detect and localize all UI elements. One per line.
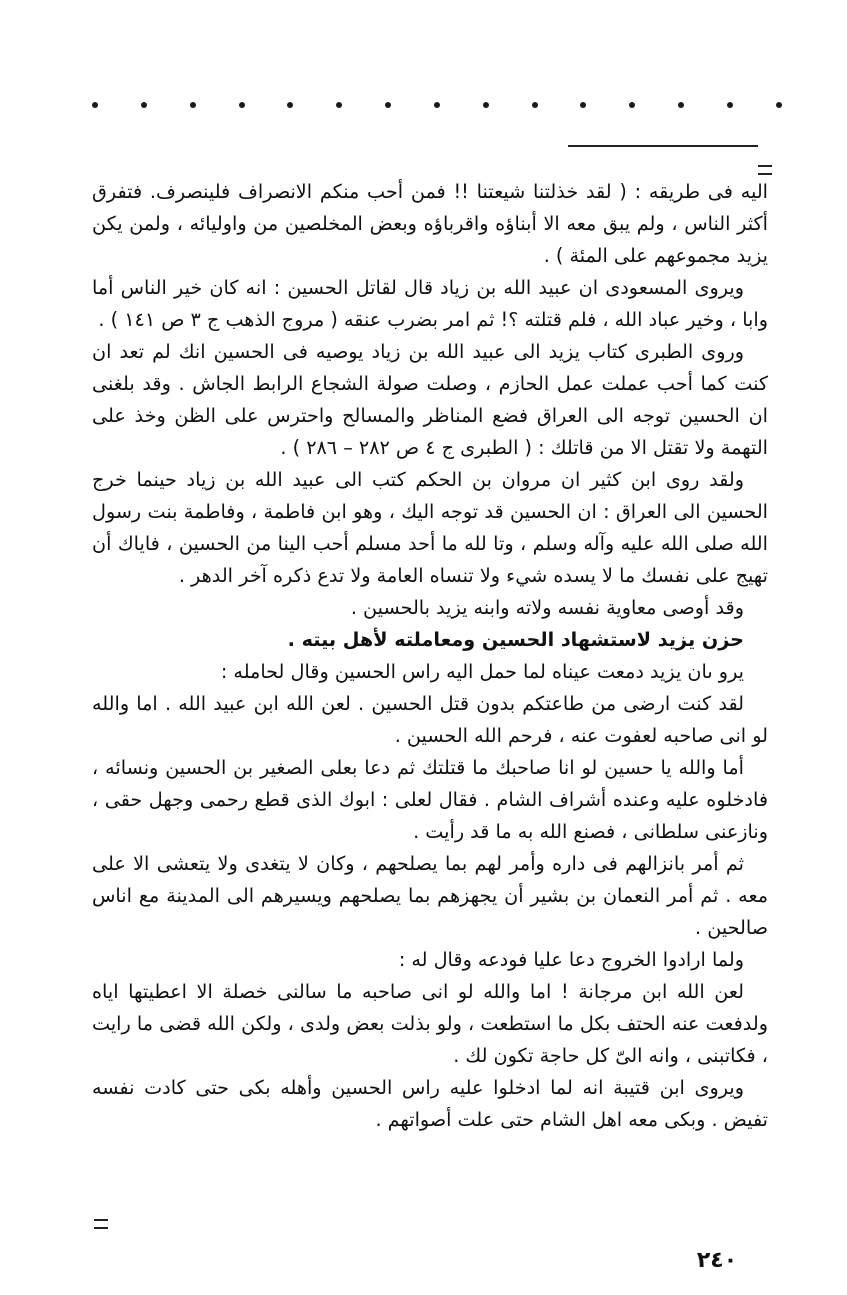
paragraph: وقد أوصى معاوية نفسه ولاته وابنه يزيد بالحسين . bbox=[350, 596, 744, 619]
body-text bbox=[92, 176, 768, 1136]
paragraph: وروى الطبرى كتاب يزيد الى عبيد الله بن زياد يوصيه فى الحسين انك لم تعد ان كنت كما أحب عملت عمل الحازم ، وصلت صولة الشجاع الرابط الجاش . وقد بلغنى ان الحسين توجه الى العراق فضع المناظر والمسالح واحترس على الظن وخذ على التهمة ولا تقتل الا من قاتلك : ( الطبرى ج ٤ ص ٢٨٢ – ٢٨٦ ) . bbox=[92, 340, 768, 459]
ornament-dot-icon bbox=[287, 102, 293, 108]
paragraph: ويروى المسعودى ان عبيد الله بن زياد قال لقاتل الحسين : انه كان خير الناس أما وابا ، وخير عباد الله ، فلم قتلته ؟! ثم امر بضرب عنقه ( مروج الذهب ج ٣ ص ١٤١ ) . bbox=[92, 276, 768, 331]
section-heading: حزن يزيد لاستشهاد الحسين ومعاملته لأهل بيته . bbox=[287, 628, 744, 651]
ornament-dot-icon bbox=[141, 102, 147, 108]
continuation-mark-icon bbox=[758, 165, 772, 175]
ornament-dot-icon bbox=[336, 102, 342, 108]
ornament-dot-icon bbox=[92, 102, 98, 108]
page-number: ٢٤٠ bbox=[696, 1248, 738, 1273]
ornament-dot-icon bbox=[483, 102, 489, 108]
paragraph: لعن الله ابن مرجانة ! اما والله لو انى صاحبه ما سالنى خصلة الا اعطيتها اياه ولدفعت عنه الحتف بكل ما استطعت ، ولو بذلت بعض ولدى ، ولكن الله قضى ما رايت ، فكاتبنى ، وانه الىّ كل حاجة تكون لك . bbox=[92, 980, 768, 1067]
ornament-dot-icon bbox=[629, 102, 635, 108]
decorative-dot-border bbox=[92, 96, 782, 114]
ornament-dot-icon bbox=[580, 102, 586, 108]
paragraph: ولما ارادوا الخروج دعا عليا فودعه وقال له : bbox=[398, 948, 744, 971]
paragraph: أما والله يا حسين لو انا صاحبك ما قتلتك ثم دعا بعلى الصغير بن الحسين ونسائه ، فادخلوه عليه وعنده أشراف الشام . فقال لعلى : ابوك الذى قطع رحمى وجهل حقى ، ونازعنى سلطانى ، فصنع الله به ما قد رأيت . bbox=[92, 756, 768, 843]
paragraph: ويروى ابن قتيبة انه لما ادخلوا عليه راس الحسين وأهله بكى حتى كادت نفسه تفيض . وبكى معه اهل الشام حتى علت أصواتهم . bbox=[92, 1076, 768, 1131]
paragraph: اليه فى طريقه : ( لقد خذلتنا شيعتنا !! فمن أحب منكم الانصراف فلينصرف. فتفرق أكثر الناس ، ولم يبق معه الا أبناؤه واقرباؤه وبعض المخلصين من واوليائه ، ولمن يكن يزيد مجموعهم على المئة ) . bbox=[92, 180, 768, 267]
footnote-mark-icon bbox=[94, 1219, 108, 1229]
ornament-dot-icon bbox=[727, 102, 733, 108]
ornament-dot-icon bbox=[678, 102, 684, 108]
paragraph: لقد كنت ارضى من طاعتكم بدون قتل الحسين . لعن الله ابن عبيد الله . اما والله لو انى صاحبه لعفوت عنه ، فرحم الله الحسين . bbox=[92, 692, 768, 747]
header-rule bbox=[568, 145, 758, 147]
ornament-dot-icon bbox=[434, 102, 440, 108]
paragraph: ولقد روى ابن كثير ان مروان بن الحكم كتب الى عبيد الله بن زياد حينما خرج الحسين الى العراق : ان الحسين قد توجه اليك ، وهو ابن فاطمة ، وفاطمة بنت رسول الله صلى الله عليه وآله وسلم ، وتا لله ما أحد مسلم أحب الينا من الحسين ، فاياك أن تهيج على نفسك ما لا يسده شيء ولا تنساه العامة ولا تدع ذكره آخر الدهر . bbox=[92, 468, 768, 587]
paragraph: يرو ىان يزيد دمعت عيناه لما حمل اليه راس الحسين وقال لحامله : bbox=[220, 660, 744, 683]
paragraph: ثم أمر بانزالهم فى داره وأمر لهم بما يصلحهم ، وكان لا يتغدى ولا يتعشى الا على معه . ثم أمر النعمان بن بشير أن يجهزهم بما يصلحهم ويسيرهم الى المدينة مع اناس صالحين . bbox=[92, 852, 768, 939]
ornament-dot-icon bbox=[532, 102, 538, 108]
ornament-dot-icon bbox=[385, 102, 391, 108]
ornament-dot-icon bbox=[239, 102, 245, 108]
ornament-dot-icon bbox=[190, 102, 196, 108]
ornament-dot-icon bbox=[776, 102, 782, 108]
